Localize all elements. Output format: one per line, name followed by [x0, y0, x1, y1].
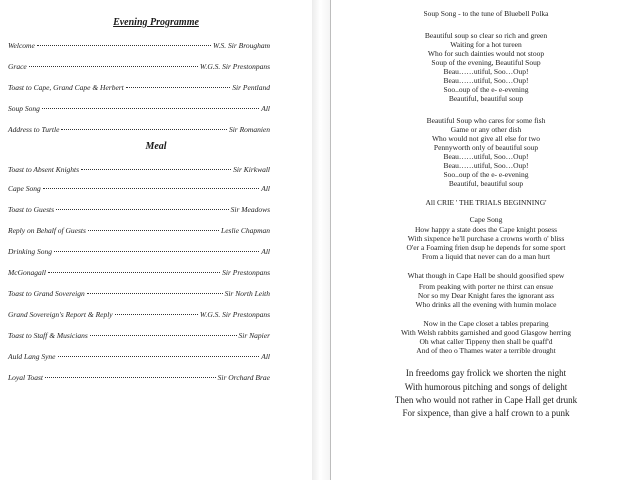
entry-presenter: Sir North Leith [224, 289, 270, 298]
entry-presenter: All [261, 184, 270, 193]
dot-leader [90, 335, 237, 336]
programme-title: Evening Programme [113, 17, 199, 28]
song-line: Who would not give all else for two [431, 134, 541, 143]
entry-item: Toast to Grand Sovereign [8, 289, 85, 298]
programme-entry [8, 61, 270, 73]
song-line: Soo..oup of the e- e-evening [443, 85, 529, 94]
programme-entry [8, 40, 270, 52]
meal-entry [8, 372, 270, 384]
song-line: What though in Cape Hall be should goosified spew [407, 271, 565, 280]
entry-item: Loyal Toast [8, 373, 43, 382]
song-line: Soo..oup of the e- e-evening [443, 170, 529, 179]
dot-leader [54, 251, 259, 252]
dot-leader [87, 293, 223, 294]
meal-entry [8, 204, 270, 216]
song-line: Soup of the evening, Beautiful Soup [431, 58, 541, 67]
entry-item: Toast to Cape, Grand Cape & Herbert [8, 83, 124, 92]
song-line: From peaking with porter ne thirst can ensue [418, 282, 554, 291]
song-line: Soup Song - to the tune of Bluebell Polka [423, 9, 549, 18]
song-line: Beau……utiful, Soo…Oup! [443, 161, 529, 170]
entry-presenter: Sir Pentland [232, 83, 270, 92]
programme-entry [8, 82, 270, 94]
dot-leader [61, 129, 227, 130]
entry-presenter: Leslie Chapman [221, 226, 270, 235]
song-line: Waiting for a hot tureen [450, 40, 522, 49]
song-line: Then who would not rather in Cape Hall get drunk [394, 395, 578, 405]
entry-item: Auld Lang Syne [8, 352, 56, 361]
song-line: With Welsh rabbits garnished and good Glasgow herring [401, 328, 571, 337]
entry-presenter: Sir Kirkwall [233, 165, 270, 174]
entry-item: Grace [8, 62, 27, 71]
dot-leader [45, 377, 216, 378]
entry-presenter: Sir Napier [238, 331, 270, 340]
entry-presenter: W.G.S. Sir Prestonpans [199, 310, 270, 319]
song-line: Beautiful soup so clear so rich and green [424, 31, 548, 40]
song-line: Beau……utiful, Soo…Oup! [443, 152, 529, 161]
song-line: Oh what caller Tippeny then shall be quaff'd [419, 337, 553, 346]
entry-presenter: All [261, 247, 270, 256]
dot-leader [42, 108, 259, 109]
meal-entry [8, 164, 270, 176]
song-line: Beau……utiful, Soo…Oup! [443, 76, 529, 85]
dot-leader [37, 45, 211, 46]
song-line: Nor so my Dear Knight fares the ignorant ass [417, 291, 555, 300]
entry-presenter: W.S. Sir Brougham [213, 41, 270, 50]
dot-leader [29, 66, 198, 67]
song-line: Who drinks all the evening with humin molace [415, 300, 557, 309]
entry-item: Reply on Behalf of Guests [8, 226, 86, 235]
meal-entry [8, 351, 270, 363]
song-line: Who for such dainties would not stoop [427, 49, 545, 58]
song-line: From a liquid that never can do a man hurt [421, 252, 551, 261]
meal-entry [8, 288, 270, 300]
entry-presenter: Sir Meadows [230, 205, 270, 214]
entry-item: Address to Turtle [8, 125, 60, 134]
meal-entry [8, 225, 270, 237]
entry-item: McGonagall [8, 268, 46, 277]
dot-leader [126, 87, 231, 88]
song-line: Cape Song [469, 215, 503, 224]
meal-title: Meal [145, 141, 167, 152]
dot-leader [81, 169, 231, 170]
song-line: Beautiful Soup who cares for some fish [426, 116, 546, 125]
dot-leader [115, 314, 198, 315]
song-line: With sixpence he'll purchase a crowns worth o' bliss [407, 234, 565, 243]
meal-entry [8, 246, 270, 258]
entry-item: Toast to Guests [8, 205, 54, 214]
right-page-songs [330, 0, 640, 480]
entry-item: Toast to Absent Knights [8, 165, 80, 174]
dot-leader [48, 272, 220, 273]
meal-entry [8, 309, 270, 321]
dot-leader [58, 356, 260, 357]
song-line: Pennyworth only of beautiful soup [433, 143, 539, 152]
song-line: Beautiful, beautiful soup [448, 179, 524, 188]
song-line: Game or any other dish [450, 125, 522, 134]
programme-entry [8, 103, 270, 115]
page-gutter [312, 0, 330, 480]
entry-item: Cape Song [8, 184, 41, 193]
song-line: Beau……utiful, Soo…Oup! [443, 67, 529, 76]
song-line: All CRIE ' THE TRIALS BEGINNING' [425, 198, 547, 207]
entry-presenter: Sir Orchard Brae [217, 373, 270, 382]
entry-presenter: All [261, 352, 270, 361]
entry-presenter: All [261, 104, 270, 113]
entry-item: Welcome [8, 41, 35, 50]
song-line: Beautiful, beautiful soup [448, 94, 524, 103]
entry-item: Grand Sovereign's Report & Reply [8, 310, 113, 319]
song-line: For sixpence, than give a half crown to a punk [402, 408, 570, 418]
song-line: In freedoms gay frolick we shorten the night [405, 368, 567, 378]
song-line: Now in the Cape closet a tables preparing [423, 319, 549, 328]
meal-entry [8, 330, 270, 342]
dot-leader [56, 209, 229, 210]
song-line: How happy a state does the Cape knight posess [414, 225, 558, 234]
song-line: O'er a Foaming frien dsup he depends for some sport [406, 243, 566, 252]
entry-presenter: Sir Prestonpans [222, 268, 270, 277]
dot-leader [43, 188, 260, 189]
entry-item: Drinking Song [8, 247, 52, 256]
song-line: With humorous pitching and songs of delight [404, 382, 568, 392]
programme-entry [8, 124, 270, 136]
dot-leader [88, 230, 219, 231]
entry-presenter: W.G.S. Sir Prestonpans [199, 62, 270, 71]
left-page-programme [0, 0, 313, 480]
meal-entry [8, 267, 270, 279]
entry-item: Toast to Staff & Musicians [8, 331, 88, 340]
meal-entry [8, 183, 270, 195]
entry-presenter: Sir Romanien [228, 125, 270, 134]
entry-item: Soup Song [8, 104, 40, 113]
song-line: And of theo o Thames water a terrible drought [416, 346, 556, 355]
